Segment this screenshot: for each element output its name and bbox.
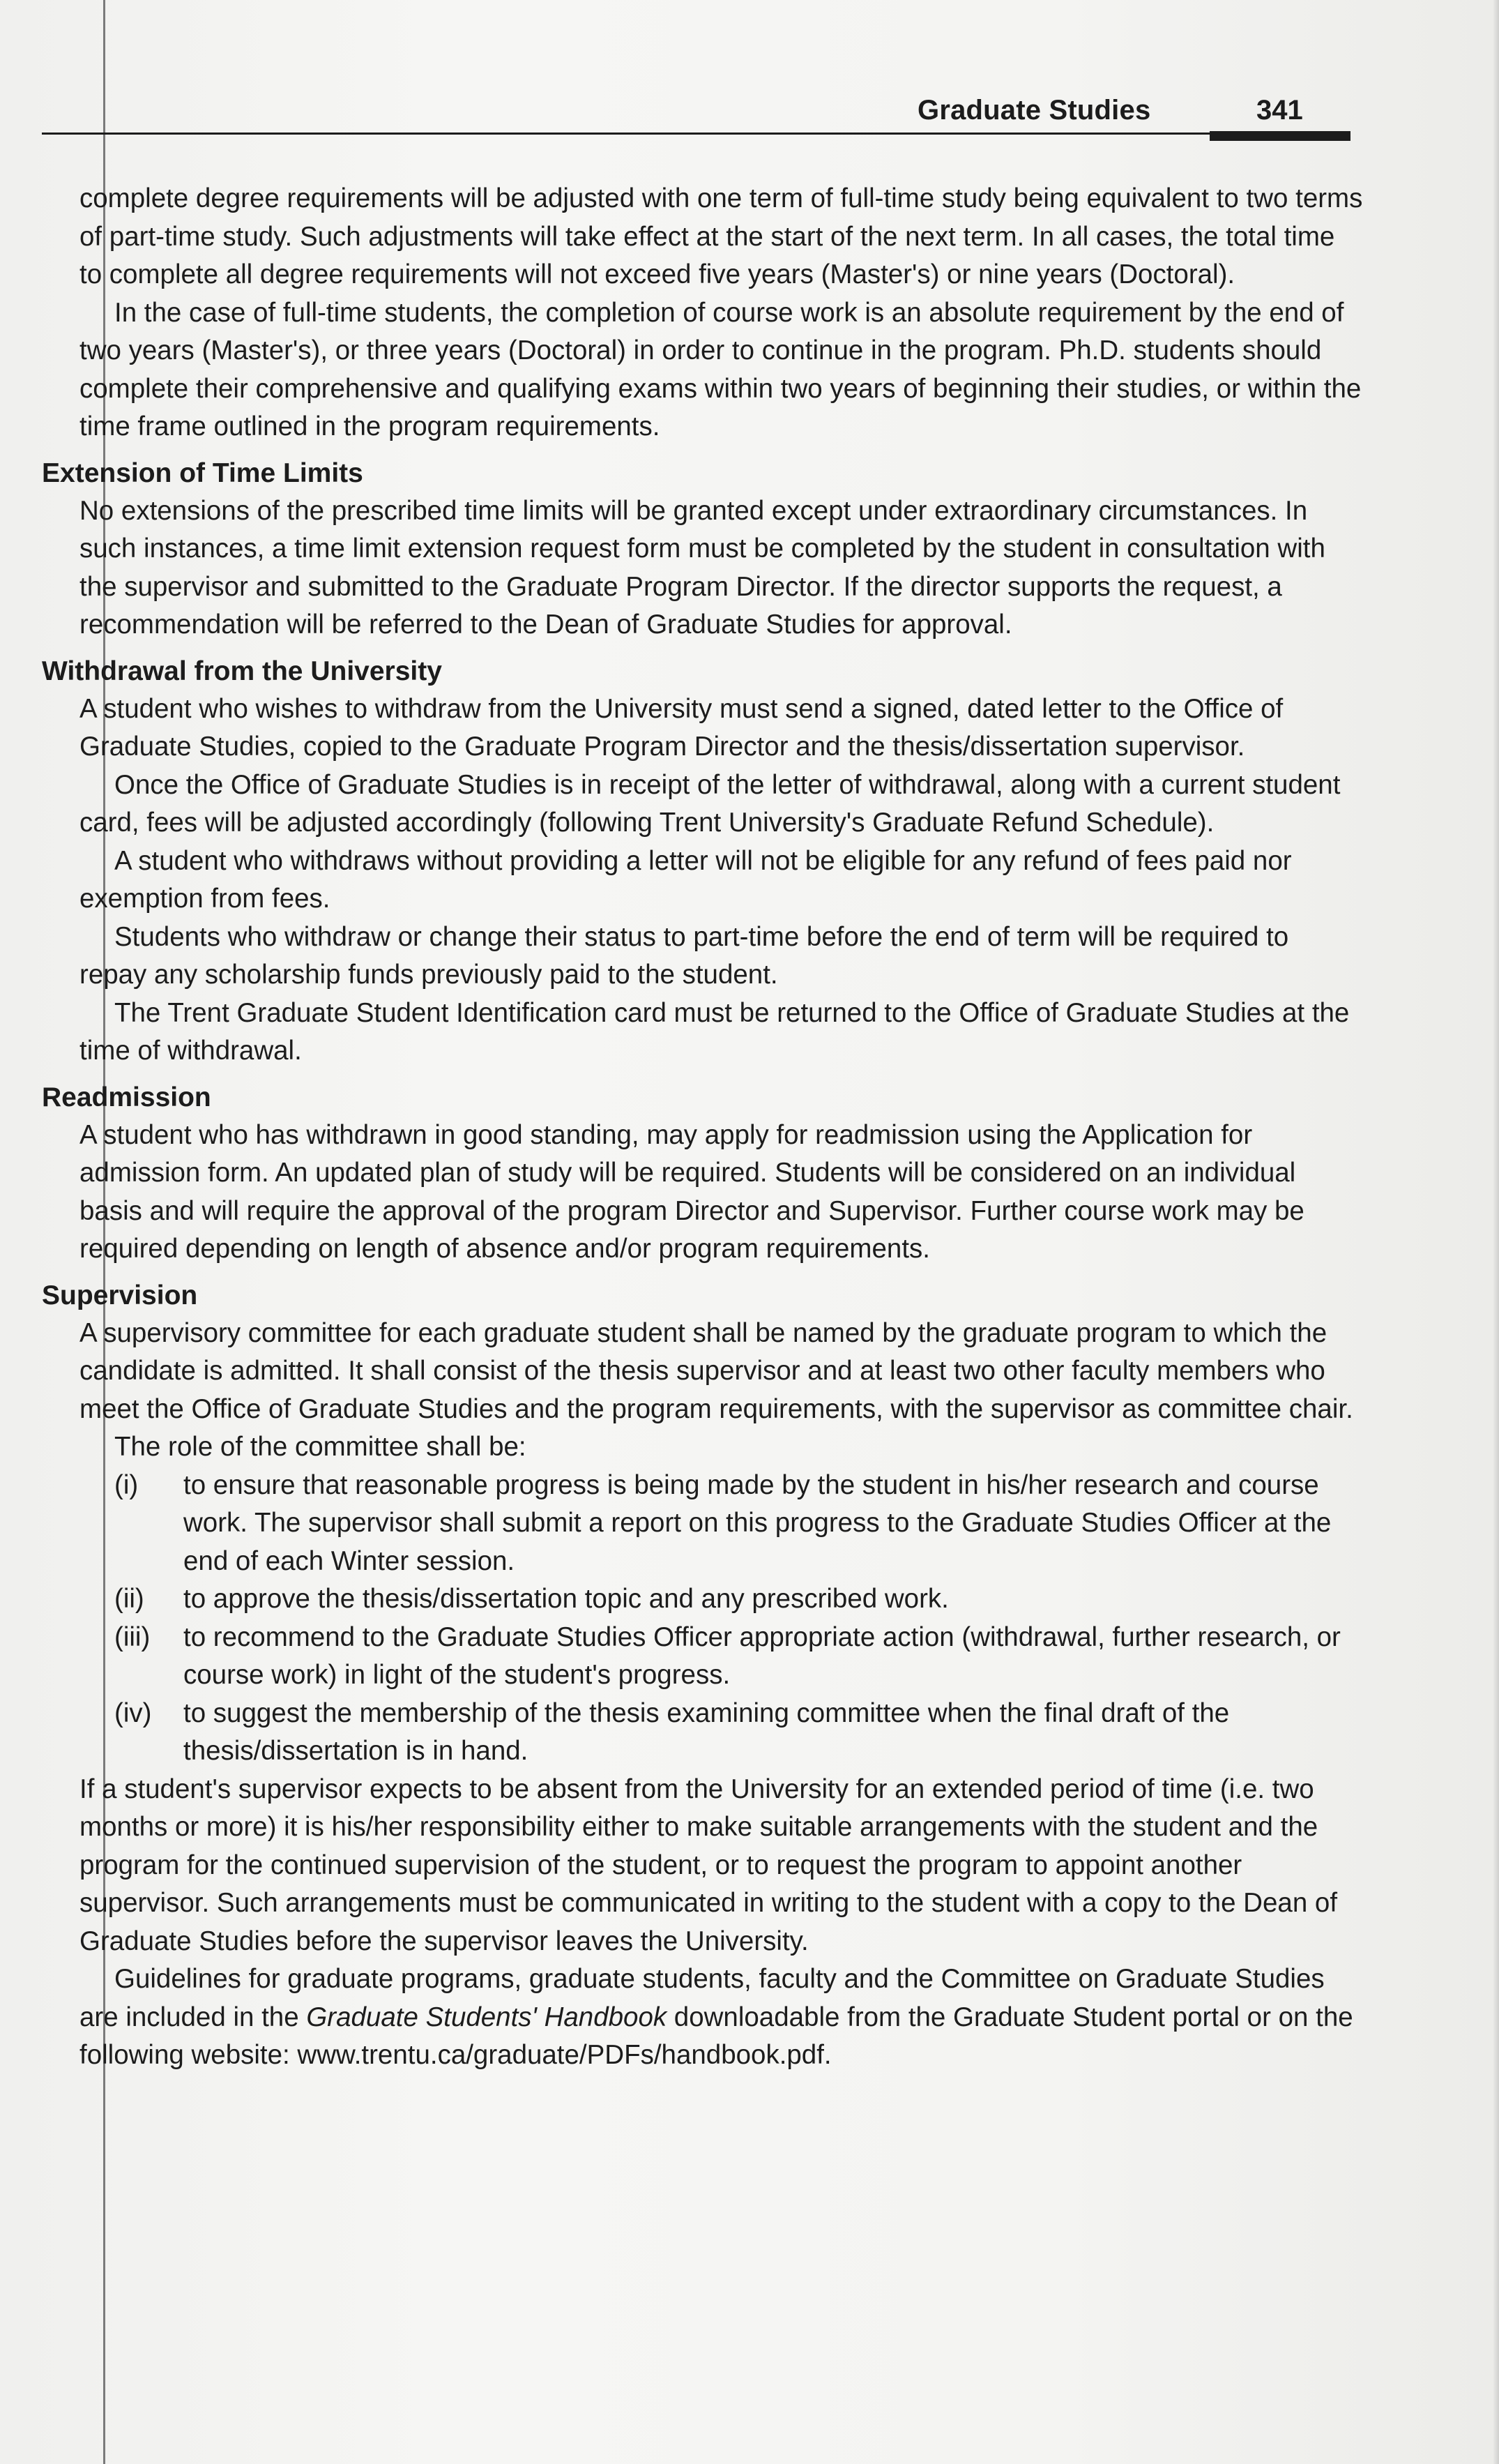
supervision-paragraph-4 [42, 1960, 1363, 2075]
withdrawal-paragraph-2: Once the Office of Graduate Studies is in receipt of the letter of withdrawal, along with a current student card, fees will be adjusted accordingly (following Trent University's Graduate Refund Schedule). [79, 769, 1341, 838]
withdrawal-paragraph-1: A student who wishes to withdraw from the University must send a signed, dated letter to the Office of Graduate Studies, copied to the Graduate Program Director and the thesis/dissertation supervisor. [79, 693, 1284, 762]
supervision-paragraph-3: If a student's supervisor expects to be absent from the University for an extended period of time (i.e. two months or more) it is his/her responsibility either to make suitable arrangements with the student and the program for the continued supervision of the student, or to request the program to appoint another supervisor. Such arrangements must be communicated in writing to the student with a copy to the Dean of Graduate Studies before the supervisor leaves the University. [79, 1774, 1338, 1956]
withdrawal-paragraph-3: A student who withdraws without providing a letter will not be eligible for any refund of fees paid nor exemption from fees. [79, 845, 1292, 914]
committee-roles-list [42, 1467, 1363, 1771]
guidelines-text-after: downloadable from the Graduate Student portal or on the following website: www.trentu.ca/graduate/PDFs/handbook.pdf. [79, 2002, 1353, 2070]
handbook-title: Graduate Students' Handbook [306, 2002, 667, 2032]
list-item [114, 1580, 1363, 1619]
page-edge-shadow [1493, 0, 1499, 2464]
list-item-number: (iii) [114, 1622, 151, 1652]
header-rule [42, 133, 1349, 135]
list-item-text: to recommend to the Graduate Studies Officer appropriate action (withdrawal, further research, or course work) in light of the student's progress. [183, 1622, 1341, 1690]
list-item-text: to approve the thesis/dissertation topic and any prescribed work. [183, 1584, 949, 1614]
section-heading-supervision: Supervision [42, 1280, 198, 1310]
readmission-paragraph-1: A student who has withdrawn in good standing, may apply for readmission using the Application for admission form. An updated plan of study will be required. Students will be considered on an individual basis and will require the approval of the program Director and Supervisor. Further course work may be required depending on length of absence and/or program requirements. [79, 1119, 1304, 1264]
header-rule-accent [1210, 131, 1350, 141]
list-item [114, 1695, 1363, 1771]
supervision-paragraph-1: A supervisory committee for each graduate student shall be named by the graduate program to which the candidate is admitted. It shall consist of the thesis supervisor and at least two other faculty members who meet the Office of Graduate Studies and the program requirements, with the supervisor as committee chair. [79, 1317, 1353, 1424]
list-item-number: (i) [114, 1469, 139, 1500]
list-item-text: to suggest the membership of the thesis examining committee when the final draft of the thesis/dissertation is in hand. [183, 1698, 1230, 1766]
section-heading-withdrawal: Withdrawal from the University [42, 656, 442, 686]
intro-paragraph-2: In the case of full-time students, the completion of course work is an absolute requirement by the end of two years (Master's), or three years (Doctoral) in order to continue in the program. Ph.D. students should complete their comprehensive and qualifying exams within two years of beginning their studies, or within the time frame outlined in the program requirements. [79, 297, 1362, 441]
list-item-text: to ensure that reasonable progress is being made by the student in his/her research and course work. The supervisor shall submit a report on this progress to the Graduate Studies Officer at the end of each Winter session. [183, 1469, 1332, 1576]
running-head: Graduate Studies [918, 95, 1151, 126]
intro-paragraph-1: complete degree requirements will be adjusted with one term of full-time study being equivalent to two terms of part-time study. Such adjustments will take effect at the start of the next term. In all cases, the total time to complete all degree requirements will not exceed five years (Master's) or nine years (Doctoral). [79, 183, 1363, 289]
withdrawal-paragraph-4: Students who withdraw or change their status to part-time before the end of term will be required to repay any scholarship funds previously paid to the student. [79, 921, 1289, 990]
section-heading-readmission: Readmission [42, 1082, 211, 1112]
withdrawal-paragraph-5: The Trent Graduate Student Identification card must be returned to the Office of Graduate Studies at the time of withdrawal. [79, 997, 1350, 1066]
extension-paragraph-1: No extensions of the prescribed time limits will be granted except under extraordinary circumstances. In such instances, a time limit extension request form must be completed by the student in consultation with the supervisor and submitted to the Graduate Program Director. If the director supports the request, a recommendation will be referred to the Dean of Graduate Studies for approval. [79, 495, 1325, 640]
page-number: 341 [1256, 95, 1303, 126]
section-heading-extension: Extension of Time Limits [42, 458, 363, 488]
list-item [114, 1467, 1363, 1581]
page-body [42, 180, 1363, 2075]
guidelines-text-before: Guidelines for graduate programs, graduate students, faculty and the Committee on Graduate Studies are included in the [79, 1964, 1325, 2032]
list-item [114, 1619, 1363, 1695]
supervision-paragraph-2: The role of the committee shall be: [114, 1432, 526, 1462]
list-item-number: (iv) [114, 1698, 152, 1728]
list-item-number: (ii) [114, 1584, 144, 1614]
